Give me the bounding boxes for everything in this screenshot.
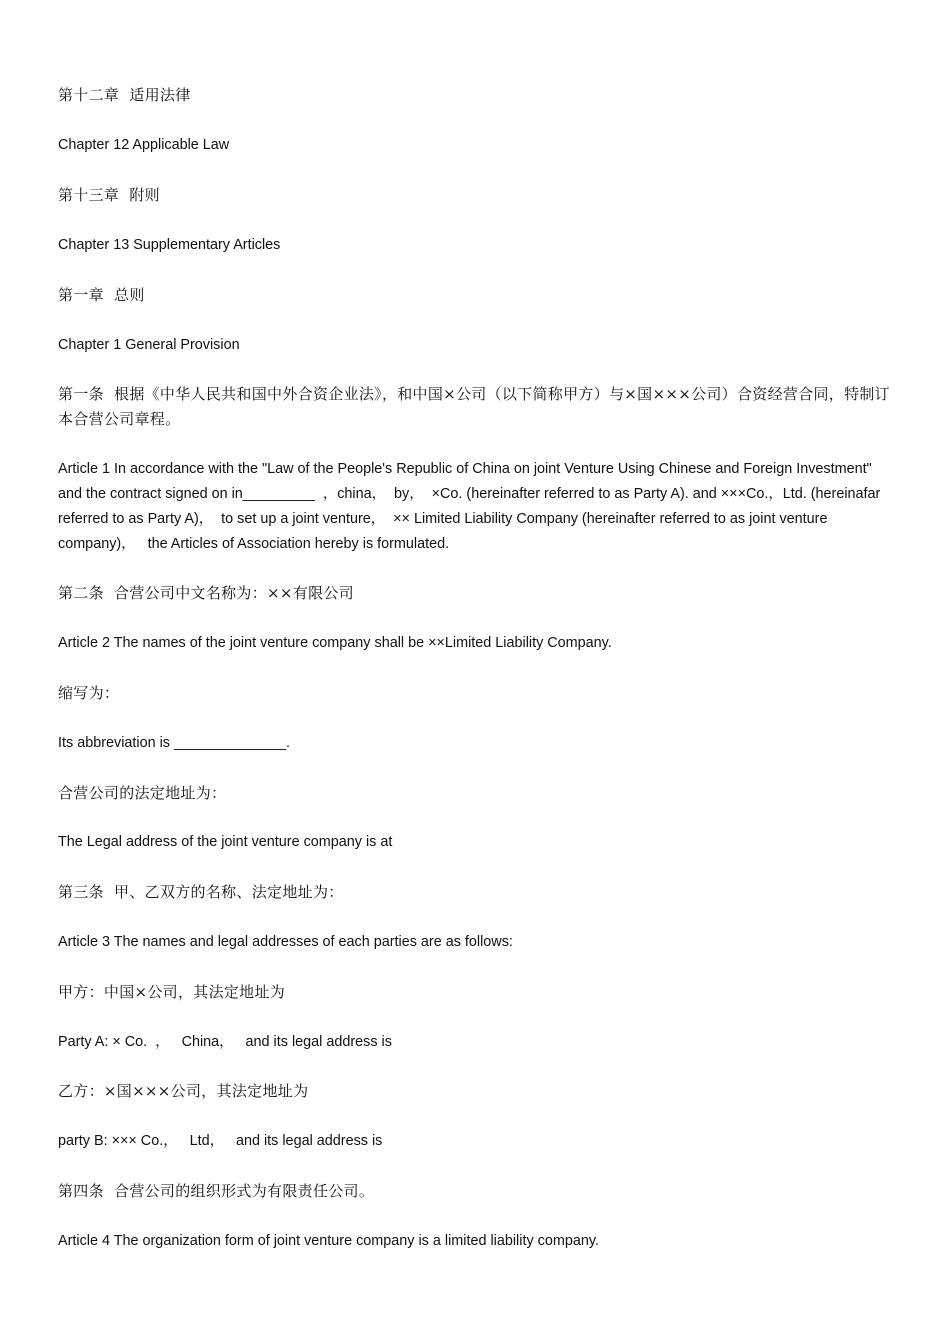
article-4-en: Article 4 The organization form of joint venture company is a limited liability company. xyxy=(58,1233,599,1249)
article-3-en: Article 3 The names and legal addresses of each parties are as follows: xyxy=(58,934,513,950)
legal-address-label-zh: 合营公司的法定地址为： xyxy=(58,784,227,802)
chapter-13-heading-en: Chapter 13 Supplementary Articles xyxy=(58,237,281,253)
article-4-zh: 第四条 合营公司的组织形式为有限责任公司。 xyxy=(58,1182,375,1200)
chapter-12-heading-zh: 第十二章 适用法律 xyxy=(58,86,191,104)
party-a-zh: 甲方：中国×公司，其法定地址为 xyxy=(58,983,286,1001)
abbreviation-label-en: Its abbreviation is ______________. xyxy=(58,735,291,751)
abbreviation-label-zh: 缩写为： xyxy=(58,684,120,702)
chapter-1-heading-en: Chapter 1 General Provision xyxy=(58,337,240,353)
article-2-en: Article 2 The names of the joint venture company shall be ××Limited Liability Company. xyxy=(58,635,612,651)
party-b-en: party B: ××× Co.， Ltd， and its legal address is xyxy=(58,1133,383,1149)
party-b-zh: 乙方：×国×××公司，其法定地址为 xyxy=(58,1082,309,1100)
article-3-zh: 第三条 甲、乙双方的名称、法定地址为： xyxy=(58,883,344,901)
article-1-en: Article 1 In accordance with the "Law of the People's Republic of China on joint Venture Using Chinese and Foreign Investment" and the contract signed on in_________ ，china， by， ×Co. (hereinafter referred to as Party A). and ×××Co.，Ltd. (hereinafar referred to as Party A)， to set up a joint venture， ×× Limited Liability Company (hereinafter referred to as joint venture company)， the Articles of Association hereby is formulated. xyxy=(58,461,885,552)
chapter-12-heading-en: Chapter 12 Applicable Law xyxy=(58,137,230,153)
legal-address-label-en: The Legal address of the joint venture company is at xyxy=(58,834,393,850)
chapter-13-heading-zh: 第十三章 附则 xyxy=(58,186,160,204)
party-a-en: Party A: × Co. ， China， and its legal address is xyxy=(58,1034,392,1050)
article-1-zh: 第一条 根据《中华人民共和国中外合资企业法》，和中国×公司（以下简称甲方）与×国×××公司）合资经营合同，特制订本合营公司章程。 xyxy=(58,385,890,428)
chapter-1-heading-zh: 第一章 总则 xyxy=(58,286,145,304)
article-2-zh: 第二条 合营公司中文名称为：××有限公司 xyxy=(58,584,354,602)
